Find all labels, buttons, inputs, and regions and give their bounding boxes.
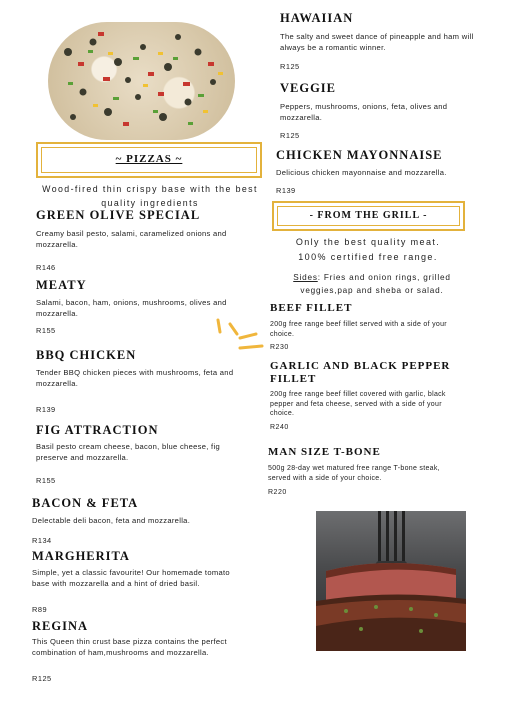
menu-item-price: R134 bbox=[32, 536, 52, 545]
menu-item-price: R230 bbox=[270, 344, 289, 351]
menu-item-name: VEGGIE bbox=[280, 81, 337, 95]
menu-item-desc: Peppers, mushrooms, onions, feta, olives and mozzarella. bbox=[280, 102, 448, 122]
sides-line bbox=[268, 272, 476, 297]
menu-item-name: BEEF FILLET bbox=[270, 302, 353, 314]
accent-strokes-icon bbox=[212, 318, 268, 358]
sides-text: : Fries and onion rings, grilled veggies,pap and sheba or salad. bbox=[300, 273, 451, 295]
menu-item-desc: Simple, yet a classic favourite! Our homemade tomato base with mozzarella and a hint of dried basil. bbox=[32, 568, 230, 588]
menu-item-desc: Creamy basil pesto, salami, caramelized onions and mozzarella. bbox=[36, 229, 227, 249]
grill-intro-2: 100% certified free range. bbox=[298, 252, 438, 262]
steak-image bbox=[316, 511, 466, 651]
menu-item-price: R220 bbox=[268, 489, 287, 496]
menu-item-name: MEATY bbox=[36, 278, 87, 292]
menu-item-price: R139 bbox=[276, 186, 296, 195]
menu-item-price: R146 bbox=[36, 263, 56, 272]
steak-illustration bbox=[316, 511, 466, 651]
pizzas-header-box bbox=[36, 142, 262, 178]
grill-header: - FROM THE GRILL - bbox=[309, 210, 428, 221]
menu-item-price: R139 bbox=[36, 405, 56, 414]
pizza-image bbox=[48, 22, 235, 140]
menu-item-desc: Delectable deli bacon, feta and mozzarella. bbox=[32, 516, 191, 525]
menu-item-name: BACON & FETA bbox=[32, 496, 139, 510]
menu-item-name: BBQ CHICKEN bbox=[36, 348, 137, 362]
menu-item-name: MARGHERITA bbox=[32, 549, 130, 563]
menu-item-price: R125 bbox=[280, 131, 300, 140]
menu-item-price: R89 bbox=[32, 605, 48, 614]
menu-item-name: CHICKEN MAYONNAISE bbox=[276, 148, 443, 162]
sides-label: Sides bbox=[293, 273, 318, 282]
menu-item-desc: The salty and sweet dance of pineapple and ham will always be a romantic winner. bbox=[280, 32, 474, 52]
menu-item-desc: 500g 28-day wet matured free range T-bone steak, served with a side of your choice. bbox=[268, 465, 440, 482]
menu-item-desc: 200g free range beef fillet served with a side of your choice. bbox=[270, 321, 447, 338]
menu-item-name: MAN SIZE T-BONE bbox=[268, 446, 381, 458]
menu-item-name: HAWAIIAN bbox=[280, 11, 354, 25]
menu-item-name: GARLIC AND BLACK PEPPER FILLET bbox=[270, 360, 451, 385]
pizzas-intro: Wood-fired thin crispy base with the best quality ingredients bbox=[42, 184, 258, 208]
grill-intro-1: Only the best quality meat. bbox=[295, 237, 441, 247]
menu-item-price: R155 bbox=[36, 326, 56, 335]
menu-item-desc: Delicious chicken mayonnaise and mozzarella. bbox=[276, 168, 447, 177]
menu-item-desc: This Queen thin crust base pizza contains the perfect combination of ham,mushrooms and mozzarella. bbox=[32, 637, 227, 657]
menu-item-name: FIG ATTRACTION bbox=[36, 423, 159, 437]
menu-item-desc: 200g free range beef fillet covered with garlic, black pepper and feta cheese, served with a side of your choice. bbox=[270, 391, 446, 417]
menu-item-desc: Basil pesto cream cheese, bacon, blue cheese, fig preserve and mozzarella. bbox=[36, 442, 220, 462]
grill-header-box bbox=[272, 201, 465, 231]
menu-item-price: R155 bbox=[36, 476, 56, 485]
menu-item-desc: Salami, bacon, ham, onions, mushrooms, olives and mozzarella. bbox=[36, 298, 227, 318]
menu-item-name: REGINA bbox=[32, 619, 89, 633]
menu-item-desc: Tender BBQ chicken pieces with mushrooms, feta and mozzarella. bbox=[36, 368, 234, 388]
menu-item-price: R240 bbox=[270, 424, 289, 431]
menu-item-price: R125 bbox=[280, 62, 300, 71]
menu-item-price: R125 bbox=[32, 674, 52, 683]
pizzas-header: ~ PIZZAS ~ bbox=[115, 153, 183, 165]
pizza-toppings bbox=[48, 22, 235, 140]
menu-item-name: GREEN OLIVE SPECIAL bbox=[36, 208, 201, 222]
